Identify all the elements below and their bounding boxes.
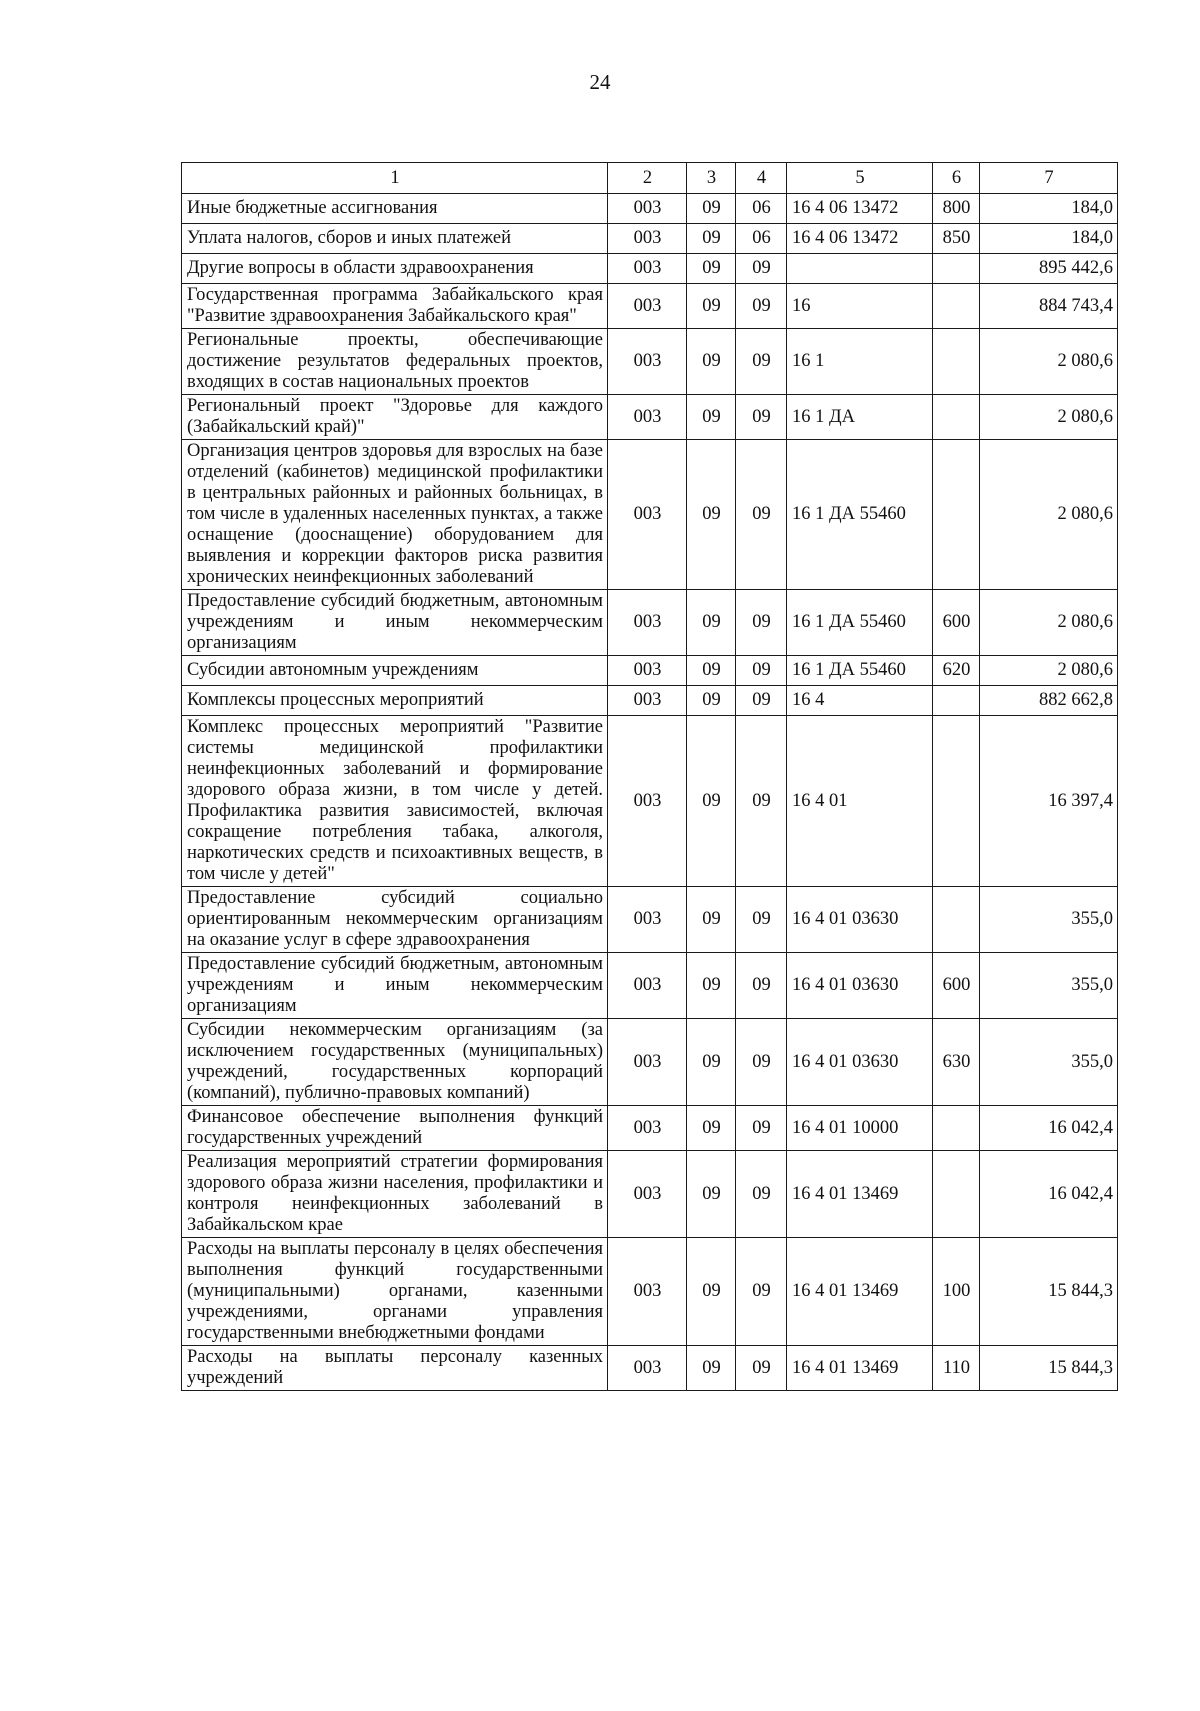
cell-target-article: 16 4 01 13469: [787, 1151, 933, 1238]
column-header: 1: [182, 163, 608, 194]
row-description: Субсидии некоммерческим организациям (за исключением государственных (муниципальных) учреждений, государственных корпораций (компаний), публично-правовых компаний): [182, 1019, 608, 1106]
table-row: [182, 887, 1118, 953]
cell-subsection: 09: [736, 1238, 787, 1346]
column-header: 6: [933, 163, 980, 194]
cell-section: 09: [687, 1151, 736, 1238]
table-row: [182, 329, 1118, 395]
row-description: Государственная программа Забайкальского края "Развитие здравоохранения Забайкальского края": [182, 284, 608, 329]
row-description: Расходы на выплаты персоналу казенных учреждений: [182, 1346, 608, 1391]
cell-amount: 2 080,6: [980, 329, 1118, 395]
cell-expense-type: 630: [933, 1019, 980, 1106]
cell-section: 09: [687, 1346, 736, 1391]
row-description: Региональный проект "Здоровье для каждого (Забайкальский край)": [182, 395, 608, 440]
cell-expense-type: 600: [933, 590, 980, 656]
cell-section: 09: [687, 1019, 736, 1106]
cell-target-article: 16: [787, 284, 933, 329]
cell-ministry-code: 003: [608, 1238, 687, 1346]
cell-target-article: 16 1 ДА 55460: [787, 656, 933, 686]
cell-subsection: 09: [736, 590, 787, 656]
table-row: [182, 686, 1118, 716]
cell-expense-type: 600: [933, 953, 980, 1019]
table-row: [182, 224, 1118, 254]
table-row: [182, 440, 1118, 590]
table-row: [182, 656, 1118, 686]
cell-subsection: 09: [736, 1151, 787, 1238]
column-header: 7: [980, 163, 1118, 194]
cell-section: 09: [687, 590, 736, 656]
cell-target-article: 16 4 06 13472: [787, 194, 933, 224]
column-header: 3: [687, 163, 736, 194]
cell-amount: 895 442,6: [980, 254, 1118, 284]
cell-expense-type: 110: [933, 1346, 980, 1391]
cell-amount: 16 042,4: [980, 1106, 1118, 1151]
cell-section: 09: [687, 1238, 736, 1346]
cell-section: 09: [687, 716, 736, 887]
cell-target-article: [787, 254, 933, 284]
cell-target-article: 16 4 01 03630: [787, 887, 933, 953]
row-description: Субсидии автономным учреждениям: [182, 656, 608, 686]
cell-expense-type: [933, 284, 980, 329]
cell-amount: 355,0: [980, 953, 1118, 1019]
cell-ministry-code: 003: [608, 440, 687, 590]
cell-amount: 884 743,4: [980, 284, 1118, 329]
cell-subsection: 09: [736, 716, 787, 887]
table-row: [182, 716, 1118, 887]
cell-target-article: 16 1 ДА 55460: [787, 590, 933, 656]
table-body: [182, 194, 1118, 1391]
cell-section: 09: [687, 887, 736, 953]
cell-expense-type: [933, 440, 980, 590]
cell-amount: 15 844,3: [980, 1238, 1118, 1346]
cell-ministry-code: 003: [608, 887, 687, 953]
row-description: Предоставление субсидий социально ориентированным некоммерческим организациям на оказание услуг в сфере здравоохранения: [182, 887, 608, 953]
cell-section: 09: [687, 440, 736, 590]
table-row: [182, 395, 1118, 440]
cell-target-article: 16 4 01 03630: [787, 953, 933, 1019]
cell-subsection: 09: [736, 953, 787, 1019]
cell-amount: 2 080,6: [980, 395, 1118, 440]
column-header: 4: [736, 163, 787, 194]
row-description: Расходы на выплаты персоналу в целях обеспечения выполнения функций государственными (муниципальными) органами, казенными учреждениями, органами управления государственными внебюджетными фондами: [182, 1238, 608, 1346]
cell-expense-type: 850: [933, 224, 980, 254]
cell-expense-type: 800: [933, 194, 980, 224]
cell-subsection: 09: [736, 1106, 787, 1151]
cell-subsection: 09: [736, 1346, 787, 1391]
cell-ministry-code: 003: [608, 953, 687, 1019]
cell-expense-type: [933, 686, 980, 716]
cell-subsection: 09: [736, 686, 787, 716]
cell-target-article: 16 4 01 13469: [787, 1238, 933, 1346]
cell-expense-type: [933, 887, 980, 953]
cell-section: 09: [687, 194, 736, 224]
cell-ministry-code: 003: [608, 1019, 687, 1106]
table-row: [182, 590, 1118, 656]
cell-target-article: 16 4: [787, 686, 933, 716]
cell-target-article: 16 4 01 03630: [787, 1019, 933, 1106]
cell-amount: 184,0: [980, 194, 1118, 224]
cell-section: 09: [687, 395, 736, 440]
cell-amount: 15 844,3: [980, 1346, 1118, 1391]
budget-table: [181, 162, 1118, 1391]
cell-subsection: 09: [736, 395, 787, 440]
cell-ministry-code: 003: [608, 395, 687, 440]
cell-expense-type: [933, 254, 980, 284]
cell-subsection: 09: [736, 329, 787, 395]
cell-expense-type: [933, 1151, 980, 1238]
cell-amount: 355,0: [980, 1019, 1118, 1106]
row-description: Комплексы процессных мероприятий: [182, 686, 608, 716]
cell-ministry-code: 003: [608, 194, 687, 224]
column-header: 5: [787, 163, 933, 194]
cell-expense-type: [933, 329, 980, 395]
cell-ministry-code: 003: [608, 224, 687, 254]
cell-section: 09: [687, 284, 736, 329]
cell-target-article: 16 4 01 13469: [787, 1346, 933, 1391]
cell-subsection: 09: [736, 1019, 787, 1106]
table-row: [182, 1238, 1118, 1346]
cell-expense-type: 620: [933, 656, 980, 686]
table-row: [182, 194, 1118, 224]
row-description: Уплата налогов, сборов и иных платежей: [182, 224, 608, 254]
cell-ministry-code: 003: [608, 686, 687, 716]
cell-amount: 2 080,6: [980, 440, 1118, 590]
cell-amount: 184,0: [980, 224, 1118, 254]
cell-amount: 2 080,6: [980, 656, 1118, 686]
cell-section: 09: [687, 656, 736, 686]
cell-section: 09: [687, 329, 736, 395]
table-row: [182, 1346, 1118, 1391]
cell-ministry-code: 003: [608, 254, 687, 284]
cell-expense-type: [933, 1106, 980, 1151]
cell-expense-type: [933, 716, 980, 887]
cell-expense-type: 100: [933, 1238, 980, 1346]
cell-ministry-code: 003: [608, 1151, 687, 1238]
cell-ministry-code: 003: [608, 716, 687, 887]
cell-target-article: 16 1: [787, 329, 933, 395]
row-description: Комплекс процессных мероприятий "Развитие системы медицинской профилактики неинфекционных заболеваний и формирование здорового образа жизни, в том числе у детей. Профилактика развития зависимостей, включая сокращение потребления табака, алкоголя, наркотических средств и психоактивных веществ, в том числе у детей": [182, 716, 608, 887]
cell-subsection: 09: [736, 440, 787, 590]
cell-amount: 16 042,4: [980, 1151, 1118, 1238]
table-row: [182, 254, 1118, 284]
table-row: [182, 1019, 1118, 1106]
cell-section: 09: [687, 953, 736, 1019]
row-description: Иные бюджетные ассигнования: [182, 194, 608, 224]
cell-ministry-code: 003: [608, 590, 687, 656]
table-row: [182, 953, 1118, 1019]
cell-section: 09: [687, 224, 736, 254]
cell-section: 09: [687, 686, 736, 716]
row-description: Реализация мероприятий стратегии формирования здорового образа жизни населения, профилактики и контроля неинфекционных заболеваний в Забайкальском крае: [182, 1151, 608, 1238]
row-description: Организация центров здоровья для взрослых на базе отделений (кабинетов) медицинской профилактики в центральных районных и районных больницах, в том числе в удаленных населенных пунктах, а также оснащение (дооснащение) оборудованием для выявления и коррекции факторов риска развития хронических неинфекционных заболеваний: [182, 440, 608, 590]
cell-target-article: 16 1 ДА 55460: [787, 440, 933, 590]
column-header: 2: [608, 163, 687, 194]
row-description: Предоставление субсидий бюджетным, автономным учреждениям и иным некоммерческим организациям: [182, 590, 608, 656]
row-description: Региональные проекты, обеспечивающие достижение результатов федеральных проектов, входящих в состав национальных проектов: [182, 329, 608, 395]
cell-subsection: 09: [736, 656, 787, 686]
table-row: [182, 284, 1118, 329]
row-description: Финансовое обеспечение выполнения функций государственных учреждений: [182, 1106, 608, 1151]
table-row: [182, 1151, 1118, 1238]
page-number: 24: [589, 70, 611, 94]
cell-amount: 16 397,4: [980, 716, 1118, 887]
header-row: [182, 163, 1118, 194]
cell-subsection: 09: [736, 254, 787, 284]
cell-section: 09: [687, 254, 736, 284]
cell-amount: 882 662,8: [980, 686, 1118, 716]
cell-ministry-code: 003: [608, 1346, 687, 1391]
cell-expense-type: [933, 395, 980, 440]
cell-subsection: 06: [736, 224, 787, 254]
cell-subsection: 09: [736, 284, 787, 329]
cell-section: 09: [687, 1106, 736, 1151]
cell-target-article: 16 1 ДА: [787, 395, 933, 440]
cell-target-article: 16 4 01 10000: [787, 1106, 933, 1151]
table-row: [182, 1106, 1118, 1151]
cell-ministry-code: 003: [608, 329, 687, 395]
cell-amount: 2 080,6: [980, 590, 1118, 656]
cell-subsection: 06: [736, 194, 787, 224]
cell-ministry-code: 003: [608, 284, 687, 329]
row-description: Другие вопросы в области здравоохранения: [182, 254, 608, 284]
cell-amount: 355,0: [980, 887, 1118, 953]
cell-ministry-code: 003: [608, 1106, 687, 1151]
cell-target-article: 16 4 06 13472: [787, 224, 933, 254]
cell-subsection: 09: [736, 887, 787, 953]
cell-ministry-code: 003: [608, 656, 687, 686]
cell-target-article: 16 4 01: [787, 716, 933, 887]
row-description: Предоставление субсидий бюджетным, автономным учреждениям и иным некоммерческим организациям: [182, 953, 608, 1019]
